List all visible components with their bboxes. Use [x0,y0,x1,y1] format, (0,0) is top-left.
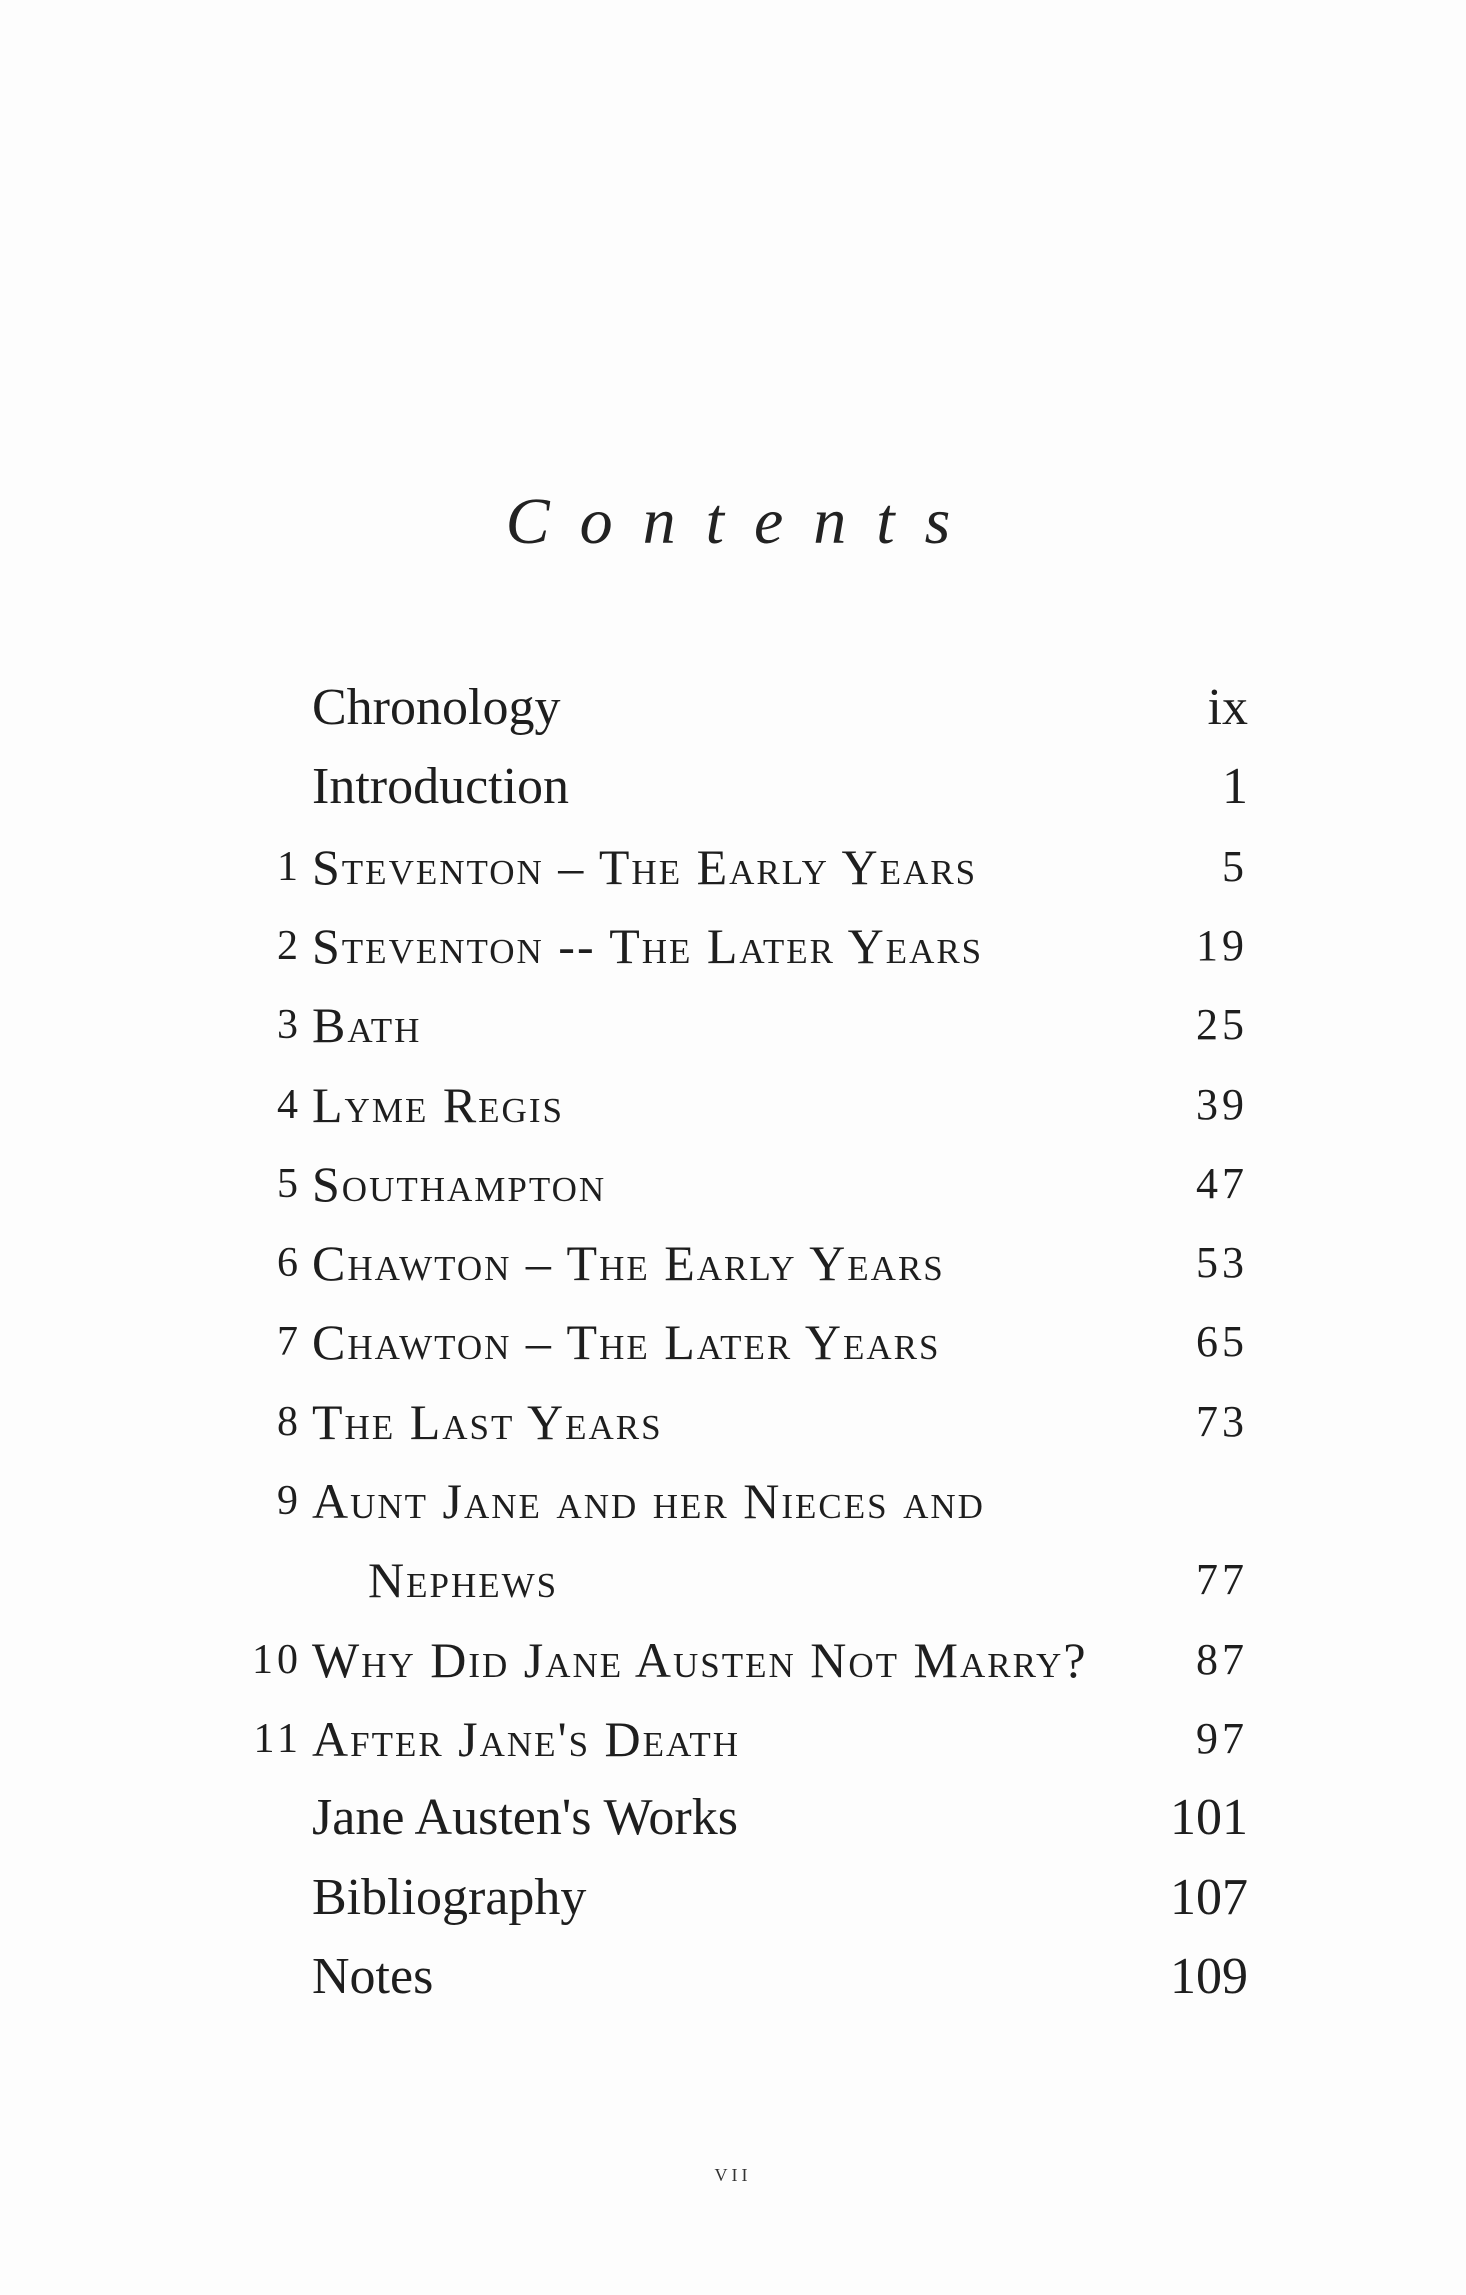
entry-title: Chawton – The Later Years [312,1314,941,1371]
page-number: 39 [1196,1079,1248,1129]
entry-title: Introduction [312,758,570,816]
toc-entry [0,827,1466,907]
page-number: 77 [1196,1555,1248,1605]
entry-title: Steventon – The Early Years [312,838,978,895]
entry-title: Why Did Jane Austen Not Marry? [312,1631,1088,1688]
entry-title: Southampton [312,1155,607,1212]
chapter-number: 6 [277,1240,302,1287]
entry-title: Chawton – The Early Years [312,1235,945,1292]
page-number: 97 [1196,1713,1248,1763]
page-number: 73 [1196,1396,1248,1446]
chapter-number: 2 [277,922,302,969]
entry-title: Steventon -- The Later Years [312,917,984,974]
chapter-number: 1 [277,843,302,890]
page-number: 107 [1170,1868,1248,1926]
page-number: 109 [1170,1947,1248,2005]
chapter-number: 9 [277,1478,302,1524]
toc-entry [0,1540,1466,1620]
toc-entry [0,985,1466,1065]
page-number: 47 [1196,1158,1248,1208]
chapter-number: 7 [277,1319,302,1366]
toc-entry [0,1223,1466,1303]
entry-title: Notes [312,1947,434,2005]
toc-entry [0,668,1466,748]
contents-heading: Contents [505,485,981,558]
entry-title: Nephews [368,1552,559,1609]
chapter-number: 4 [277,1081,302,1128]
page-number: 53 [1196,1238,1248,1288]
entry-title: Lyme Regis [312,1076,564,1133]
toc-entry [0,1065,1466,1145]
chapter-number: 3 [277,1002,302,1049]
toc-entry [0,1699,1466,1779]
page-folio: vii [714,2158,752,2187]
page-number: 101 [1170,1789,1248,1847]
toc-entry [0,1937,1466,2017]
page-number: 25 [1196,1000,1248,1050]
entry-title: Jane Austen's Works [312,1789,738,1847]
chapter-number: 8 [277,1398,302,1445]
entry-title: Chronology [312,679,561,736]
entry-title: The Last Years [312,1393,663,1450]
toc-entry [0,1144,1466,1224]
chapter-number: 5 [277,1160,302,1207]
chapter-number: 11 [253,1715,302,1762]
page-number: 19 [1196,920,1248,970]
toc-entry [0,1302,1466,1382]
toc-entry [0,1620,1466,1700]
toc-entry [0,747,1466,827]
toc-entry [0,906,1466,986]
page-number: 65 [1196,1317,1248,1367]
toc-entry [0,1778,1466,1858]
chapter-number: 10 [252,1636,302,1683]
entry-title: Bath [312,997,422,1054]
page-number: 87 [1196,1634,1248,1684]
page-number: 5 [1222,841,1248,891]
entry-title: After Jane's Death [312,1710,741,1767]
entry-title: Bibliography [312,1868,587,1926]
toc-entry [0,1461,1466,1541]
page-number: 1 [1222,758,1248,816]
entry-title: Aunt Jane and her Nieces and [312,1473,985,1529]
page-number: ix [1207,679,1248,736]
toc-entry [0,1382,1466,1462]
toc-entry [0,1858,1466,1938]
